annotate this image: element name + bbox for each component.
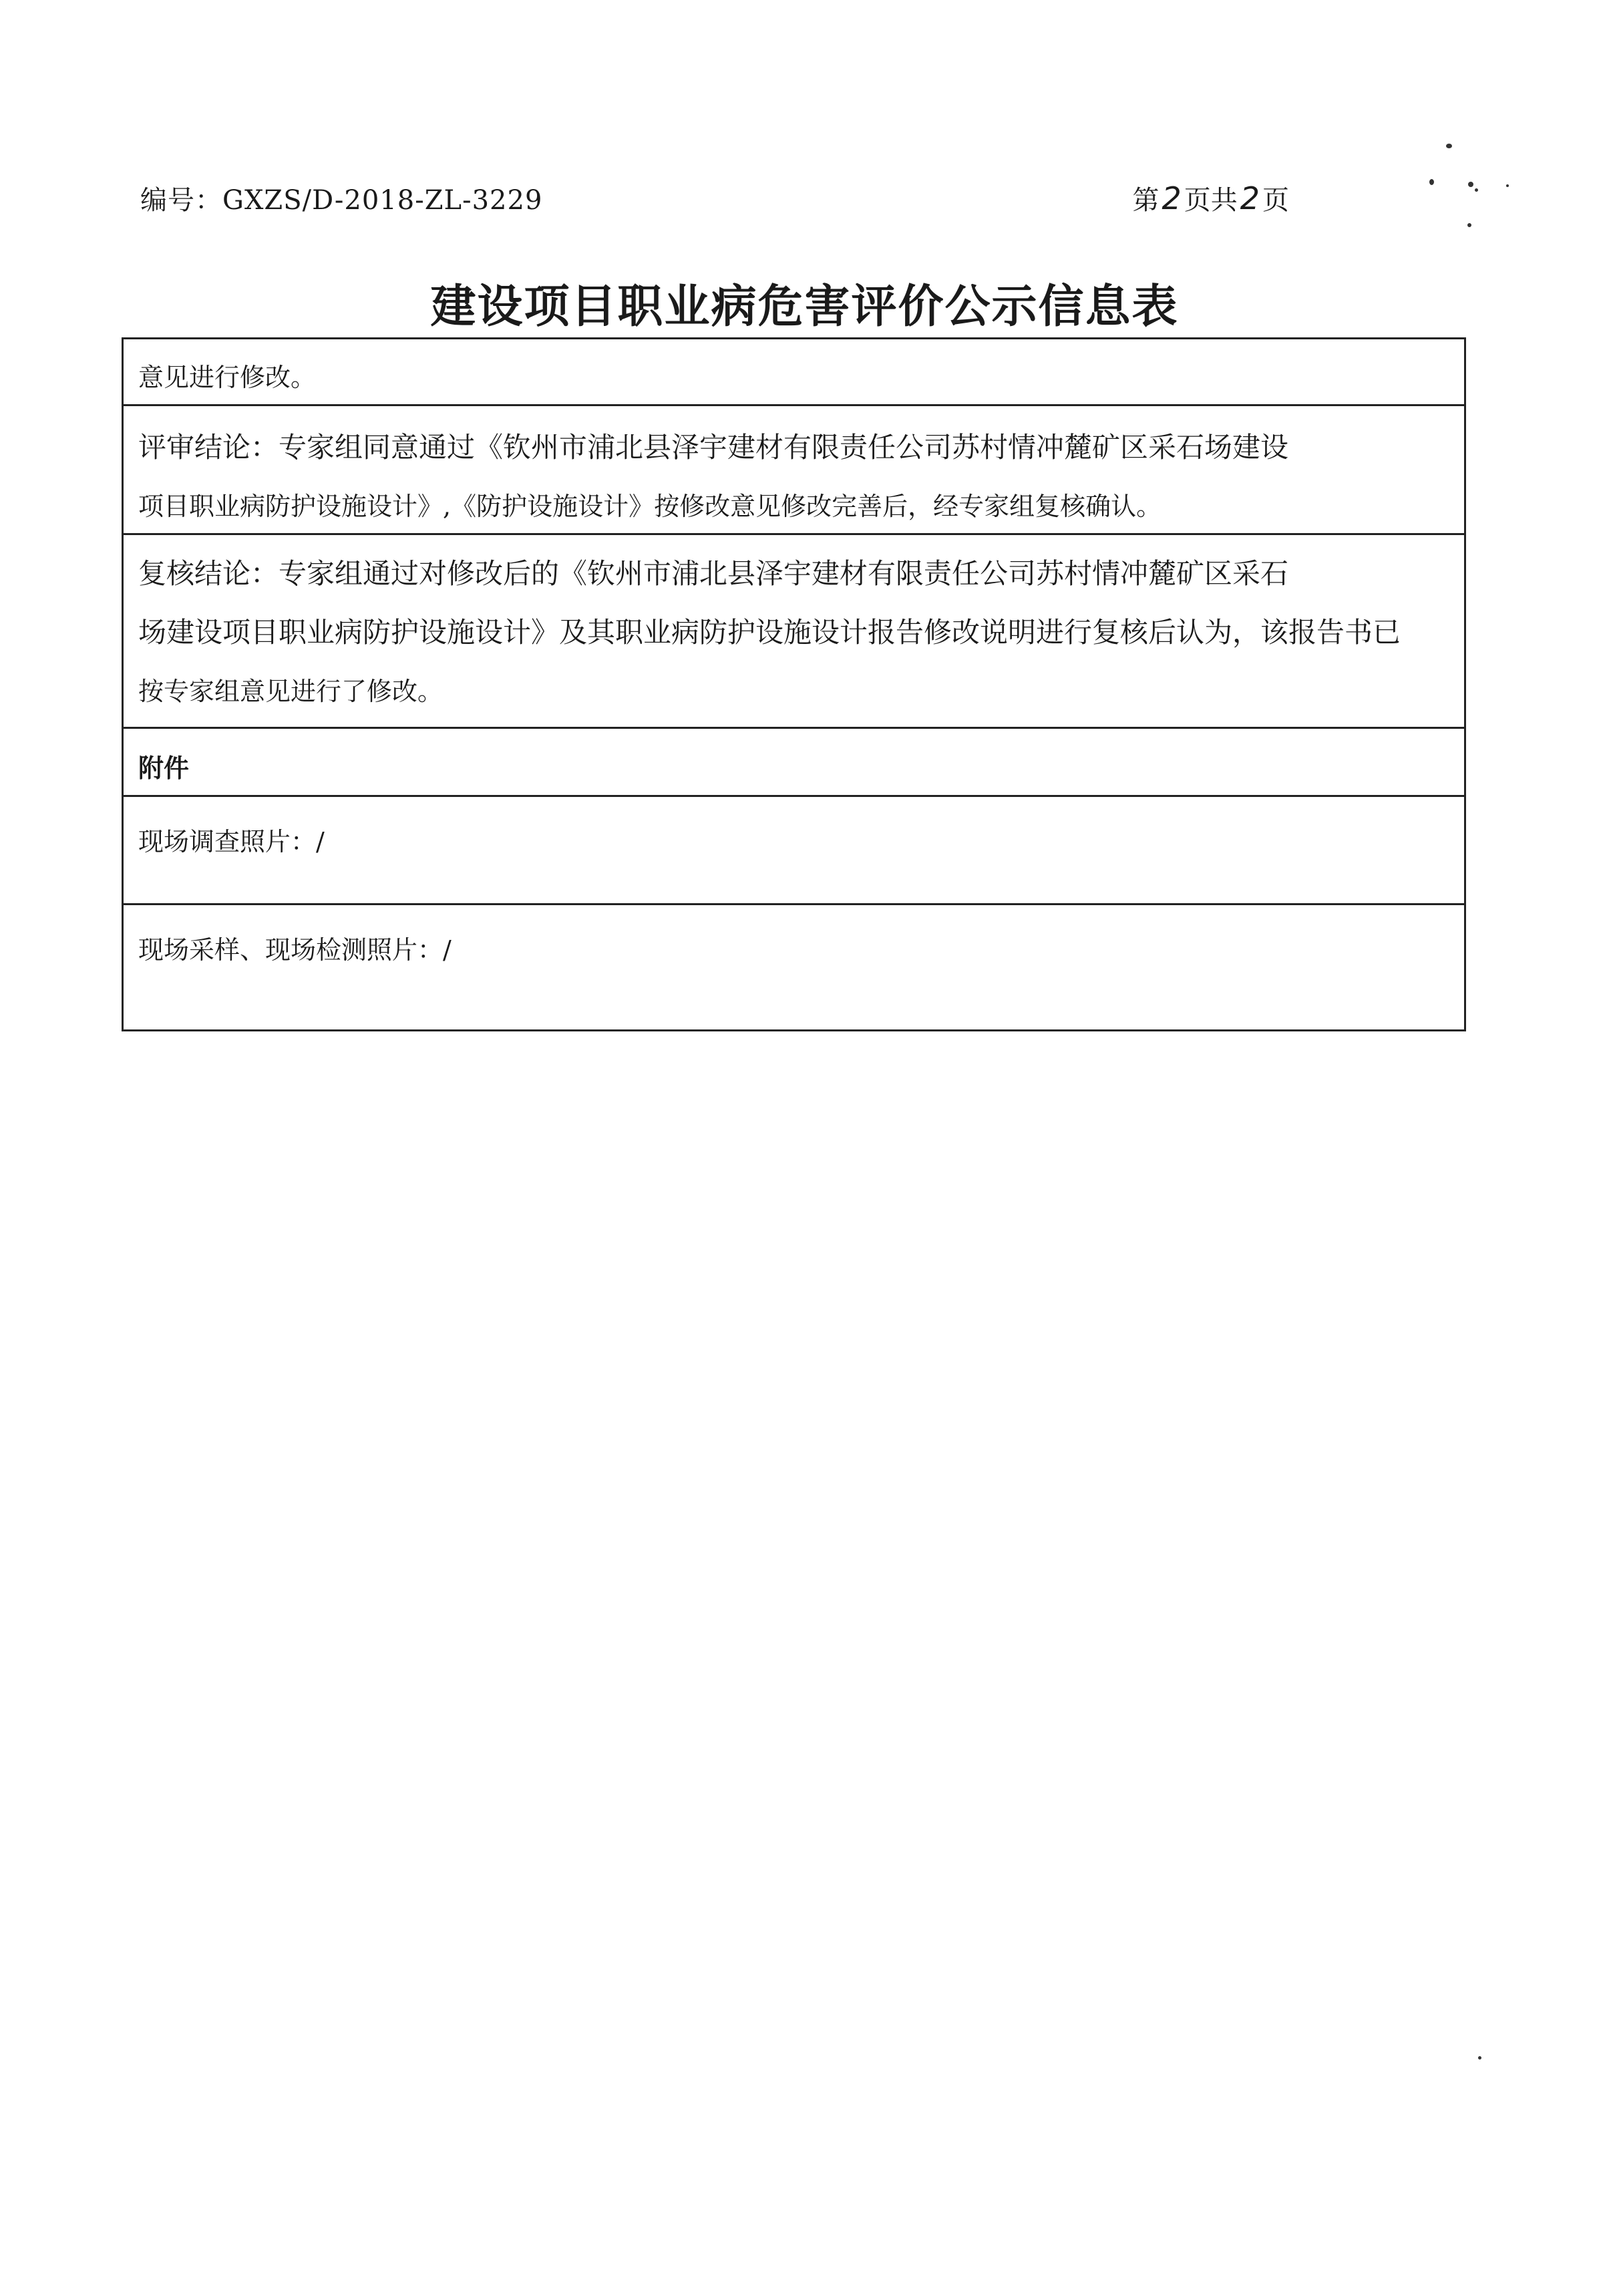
- scan-speck: [1506, 184, 1509, 187]
- document-header: [140, 179, 1289, 219]
- recheck-conclusion-line-1: 复核结论：专家组通过对修改后的《钦州市浦北县泽宇建材有限责任公司苏村情冲麓矿区采石: [138, 557, 1289, 590]
- review-conclusion-line-2: 项目职业病防护设施设计》,《防护设施设计》按修改意见修改完善后，经专家组复核确认。: [138, 492, 1162, 521]
- site-sampling-photos-label: 现场采样、现场检测照片：/: [138, 935, 452, 965]
- info-table: [122, 337, 1466, 1031]
- site-sampling-photos-row: [124, 905, 1464, 1029]
- page-middle: 页共: [1184, 185, 1238, 216]
- page-suffix: 页: [1262, 185, 1289, 216]
- recheck-conclusion-line-2: 场建设项目职业病防护设施设计》及其职业病防护设施设计报告修改说明进行复核后认为，该报告书已: [138, 616, 1401, 649]
- scan-speck: [1446, 144, 1452, 148]
- page-total: 2: [1240, 180, 1260, 216]
- scan-speck: [1429, 179, 1434, 185]
- site-survey-photos-row: [124, 797, 1464, 905]
- recheck-conclusion-line-3: 按专家组意见进行了修改。: [138, 677, 443, 706]
- attachment-header-row: [124, 729, 1464, 797]
- document-title: 建设项目职业病危害评价公示信息表: [430, 281, 1179, 333]
- page-prefix: 第: [1132, 185, 1159, 216]
- scan-speck: [1467, 223, 1471, 227]
- scan-speck: [1478, 2056, 1481, 2060]
- opinion-row: [124, 339, 1464, 406]
- scan-speck: [1468, 182, 1473, 187]
- attachment-header: 附件: [138, 754, 190, 783]
- page-current: 2: [1161, 180, 1182, 216]
- site-survey-photos-label: 现场调查照片：/: [138, 827, 325, 856]
- document-number: 编号：GXZS/D-2018-ZL-3229: [140, 185, 543, 216]
- page-indicator: [1132, 179, 1289, 217]
- opinion-text: 意见进行修改。: [138, 363, 317, 392]
- recheck-conclusion-row: [124, 535, 1464, 729]
- review-conclusion-line-1: 评审结论：专家组同意通过《钦州市浦北县泽宇建材有限责任公司苏村情冲麓矿区采石场建设: [138, 431, 1289, 464]
- scan-speck: [1475, 188, 1478, 192]
- review-conclusion-row: [124, 406, 1464, 535]
